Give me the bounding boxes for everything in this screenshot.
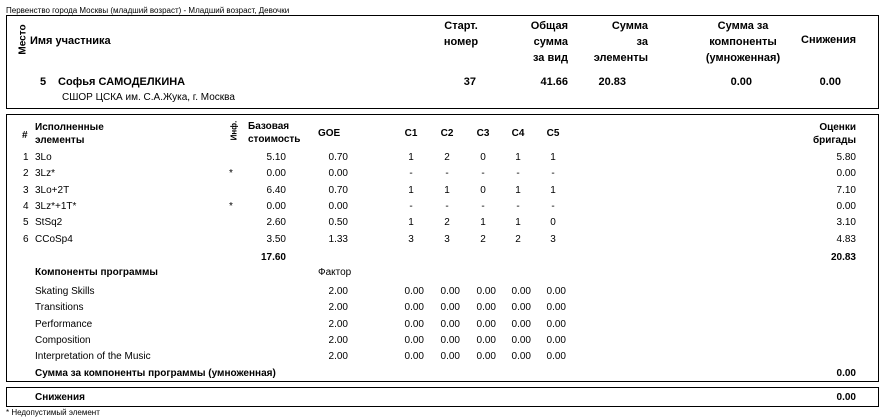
element-panel-score: 0.00 <box>836 200 856 212</box>
component-factor: 2.00 <box>328 351 348 363</box>
element-number: 6 <box>23 233 29 245</box>
component-judge-mark: 0.00 <box>511 286 531 297</box>
deductions-value: 0.00 <box>836 392 856 403</box>
element-base-value: 2.60 <box>266 217 286 229</box>
component-factor: 2.00 <box>328 286 348 297</box>
element-info: * <box>229 168 233 180</box>
element-info: * <box>229 200 233 212</box>
judge-mark: 2 <box>444 152 450 163</box>
component-factor: 2.00 <box>328 334 348 346</box>
judge-mark: 3 <box>550 233 556 245</box>
component-name: Interpretation of the Music <box>35 351 151 363</box>
col-goe-header: GOE <box>318 128 341 139</box>
judge-mark: 1 <box>480 217 486 229</box>
component-judge-mark: 0.00 <box>546 286 566 297</box>
component-name: Composition <box>35 334 91 346</box>
judge-mark: 1 <box>515 184 521 196</box>
component-judge-mark: 0.00 <box>511 302 531 314</box>
element-code: 3Lo <box>35 152 52 163</box>
elements-sum-header: Сумма за элементы <box>593 20 648 64</box>
component-judge-mark: 0.00 <box>404 351 424 363</box>
component-row <box>0 302 886 318</box>
judge-mark: 1 <box>515 217 521 229</box>
element-panel-score: 5.80 <box>836 152 856 163</box>
element-code: 3Lz*+1T* <box>35 200 77 212</box>
component-judge-mark: 0.00 <box>546 351 566 363</box>
component-row <box>0 286 886 302</box>
judge-mark: 1 <box>408 217 414 229</box>
components-sum-header: Сумма за компоненты (умноженная) <box>705 20 781 64</box>
element-row <box>0 217 886 233</box>
component-judge-mark: 0.00 <box>546 334 566 346</box>
element-row <box>0 201 886 217</box>
component-row <box>0 319 886 335</box>
col-element-header: Исполненные элементы <box>35 122 104 146</box>
element-code: StSq2 <box>35 217 63 229</box>
skater-deductions: 0.00 <box>819 76 841 88</box>
element-panel-score: 3.10 <box>836 217 856 229</box>
component-judge-mark: 0.00 <box>440 351 460 363</box>
component-judge-mark: 0.00 <box>511 334 531 346</box>
element-number: 1 <box>23 152 29 163</box>
component-row <box>0 335 886 351</box>
element-goe: 0.50 <box>328 217 348 229</box>
start-number-header: Старт. номер <box>443 20 479 48</box>
judge-mark: - <box>445 200 449 212</box>
element-goe: 0.70 <box>328 184 348 196</box>
element-base-value: 3.50 <box>266 233 286 245</box>
judge-mark: - <box>516 200 520 212</box>
component-name: Performance <box>35 318 93 330</box>
element-base-value: 5.10 <box>266 152 286 163</box>
judge-mark: - <box>409 168 413 180</box>
judge-mark: 2 <box>515 233 521 245</box>
component-judge-mark: 0.00 <box>404 302 424 314</box>
components-total-value: 0.00 <box>836 368 856 379</box>
judge-mark: - <box>516 168 520 180</box>
component-row <box>0 351 886 367</box>
judge-mark: - <box>481 200 485 212</box>
judge-mark: 1 <box>550 152 556 163</box>
element-row <box>0 185 886 201</box>
judge-mark: - <box>445 168 449 180</box>
judge-mark: 0 <box>480 152 486 163</box>
col-base-header: Базовая стоимость <box>248 121 301 145</box>
components-total-label: Сумма за компоненты программы (умноженная) <box>35 368 276 379</box>
element-goe: 1.33 <box>328 233 348 245</box>
col-score-header: Оценки бригады <box>812 122 856 146</box>
element-number: 2 <box>23 168 29 180</box>
skater-start-number: 37 <box>463 76 476 88</box>
component-factor: 2.00 <box>328 318 348 330</box>
skater-name: Софья САМОДЕЛКИНА <box>58 76 186 88</box>
element-goe: 0.70 <box>328 152 348 163</box>
element-panel-score: 7.10 <box>836 184 856 196</box>
col-number-header: # <box>22 130 28 141</box>
judge-c2-header: C2 <box>440 128 454 139</box>
component-judge-mark: 0.00 <box>511 318 531 330</box>
component-judge-mark: 0.00 <box>440 286 460 297</box>
element-panel-score: 0.00 <box>836 168 856 180</box>
judge-c4-header: C4 <box>511 128 525 139</box>
judge-mark: 1 <box>408 152 414 163</box>
name-header: Имя участника <box>30 35 111 47</box>
judge-mark: - <box>551 200 555 212</box>
judge-mark: 2 <box>444 217 450 229</box>
element-goe: 0.00 <box>328 200 348 212</box>
element-code: 3Lz* <box>35 168 56 180</box>
judge-mark: - <box>551 168 555 180</box>
deductions-box <box>6 387 879 407</box>
element-base-value: 0.00 <box>266 200 286 212</box>
skater-club: СШОР ЦСКА им. С.А.Жука, г. Москва <box>62 92 235 103</box>
component-judge-mark: 0.00 <box>546 302 566 314</box>
component-judge-mark: 0.00 <box>476 334 496 346</box>
col-info-header: Инф. <box>229 120 239 141</box>
skater-place: 5 <box>40 76 47 88</box>
component-factor: 2.00 <box>328 302 348 314</box>
judge-mark: 0 <box>480 184 486 196</box>
judge-mark: 2 <box>480 233 486 245</box>
element-number: 5 <box>23 217 29 229</box>
component-judge-mark: 0.00 <box>404 318 424 330</box>
component-judge-mark: 0.00 <box>511 351 531 363</box>
place-header: Место <box>17 24 29 55</box>
element-row <box>0 234 886 250</box>
panel-score-total: 20.83 <box>830 252 856 263</box>
components-title: Компоненты программы <box>35 267 158 278</box>
element-code: 3Lo+2T <box>35 184 70 196</box>
component-judge-mark: 0.00 <box>440 302 460 314</box>
component-name: Transitions <box>35 302 84 314</box>
component-judge-mark: 0.00 <box>404 334 424 346</box>
judge-c3-header: C3 <box>476 128 490 139</box>
component-judge-mark: 0.00 <box>440 334 460 346</box>
judge-mark: 1 <box>515 152 521 163</box>
element-number: 4 <box>23 200 29 212</box>
skater-components-sum: 0.00 <box>730 76 752 88</box>
judge-c5-header: C5 <box>546 128 560 139</box>
element-row <box>0 168 886 184</box>
element-goe: 0.00 <box>328 168 348 180</box>
component-judge-mark: 0.00 <box>546 318 566 330</box>
judge-mark: 1 <box>408 184 414 196</box>
judge-mark: 1 <box>550 184 556 196</box>
deductions-label: Снижения <box>35 392 85 403</box>
component-name: Skating Skills <box>35 286 95 297</box>
skater-elements-sum: 20.83 <box>598 76 626 88</box>
judge-mark: 1 <box>444 184 450 196</box>
element-base-value: 0.00 <box>266 168 286 180</box>
component-judge-mark: 0.00 <box>476 351 496 363</box>
deductions-header: Снижения <box>801 34 856 46</box>
judge-c1-header: C1 <box>404 128 418 139</box>
judge-mark: 3 <box>444 233 450 245</box>
judge-mark: 0 <box>550 217 556 229</box>
component-judge-mark: 0.00 <box>476 318 496 330</box>
base-value-total: 17.60 <box>260 252 286 263</box>
element-row <box>0 152 886 168</box>
judge-mark: - <box>409 200 413 212</box>
event-title: Первенство города Москвы (младший возраст) - Младший возраст, Девочки <box>6 6 290 15</box>
component-judge-mark: 0.00 <box>440 318 460 330</box>
component-judge-mark: 0.00 <box>404 286 424 297</box>
footnote: * Недопустимый элемент <box>6 408 100 417</box>
component-judge-mark: 0.00 <box>476 286 496 297</box>
skater-total-score: 41.66 <box>540 76 568 88</box>
element-panel-score: 4.83 <box>836 233 856 245</box>
judge-mark: - <box>481 168 485 180</box>
element-code: CCoSp4 <box>35 233 73 245</box>
judge-mark: 3 <box>408 233 414 245</box>
total-score-header: Общая сумма за вид <box>530 20 568 64</box>
element-number: 3 <box>23 184 29 196</box>
factor-header: Фактор <box>318 267 352 278</box>
element-base-value: 6.40 <box>266 184 286 196</box>
component-judge-mark: 0.00 <box>476 302 496 314</box>
